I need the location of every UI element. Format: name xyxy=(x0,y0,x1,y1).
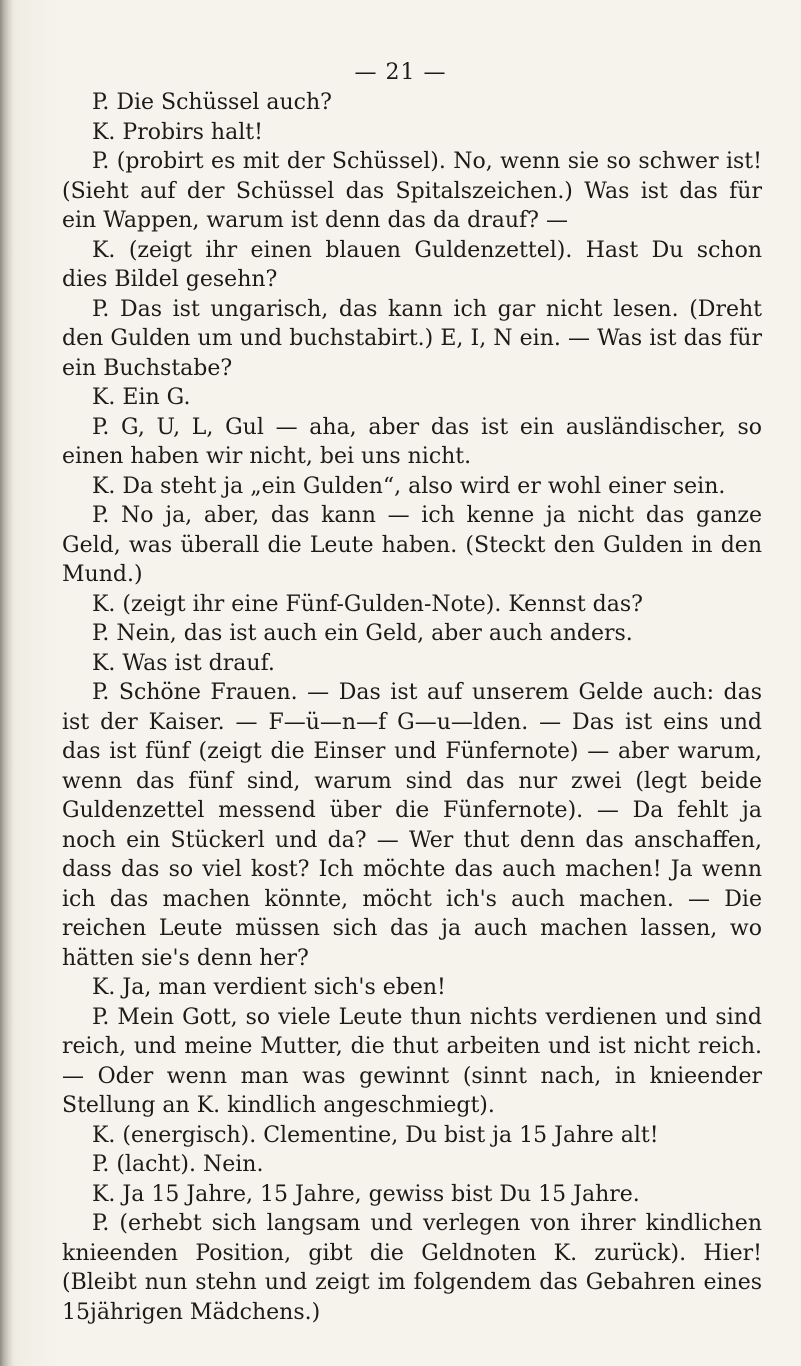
paragraph: K. Was ist drauf. xyxy=(92,650,275,676)
paragraph: P. Schöne Frauen. — Das ist auf unserem Gelde auch: das ist der Kaiser. — F—ü—n—f G—u—lden. — Das ist eins und das ist fünf (zeigt die Einser und Fünfernote) — aber warum, wenn das fünf sind, warum sind das nur zwei (legt beide Guldenzettel messend über die Fünfernote). — Da fehlt ja noch ein Stückerl und da? — Wer thut denn das anschaffen, dass das so viel kost? Ich möchte das auch machen! Ja wenn ich das machen könnte, möcht ich's auch machen. — Die reichen Leute müssen sich das ja auch machen lassen, wo hätten sie's denn her? xyxy=(62,680,762,971)
page-text xyxy=(62,88,762,1327)
paragraph: P. Nein, das ist auch ein Geld, aber auch anders. xyxy=(92,621,633,646)
paragraph: K. (zeigt ihr einen blauen Guldenzettel). Hast Du schon dies Bildel gesehn? xyxy=(62,237,762,292)
paragraph: K. Probirs halt! xyxy=(92,119,263,145)
paragraph: P. G, U, L, Gul — aha, aber das ist ein ausländischer, so einen haben wir nicht, bei uns nicht. xyxy=(62,414,762,469)
paragraph: P. Mein Gott, so viele Leute thun nichts verdienen und sind reich, und meine Mutter, die thut arbeiten und ist nicht reich. — Oder wenn man was gewinnt (sinnt nach, in knieender Stellung an K. kindlich angeschmiegt). xyxy=(62,1004,762,1118)
paragraph: P. Die Schüssel auch? xyxy=(92,90,332,115)
paragraph: P. (lacht). Nein. xyxy=(92,1152,264,1177)
page-number: — 21 — xyxy=(354,60,447,85)
page-binding-edge xyxy=(0,0,14,1366)
paragraph: P. No ja, aber, das kann — ich kenne ja nicht das ganze Geld, was überall die Leute haben. (Steckt den Gulden in den Mund.) xyxy=(62,503,762,587)
paragraph: K. Ja 15 Jahre, 15 Jahre, gewiss bist Du 15 Jahre. xyxy=(92,1181,640,1207)
paragraph: P. (erhebt sich langsam und verlegen von ihrer kindlichen knieenden Position, gibt die Geldnoten K. zurück). Hier! (Bleibt nun stehn und zeigt im folgendem das Gebahren eines 15jährigen Mädchens.) xyxy=(62,1211,762,1325)
paragraph: K. (energisch). Clementine, Du bist ja 15 Jahre alt! xyxy=(92,1122,659,1148)
paragraph: K. Ja, man verdient sich's eben! xyxy=(92,975,446,1000)
paragraph: K. Da steht ja „ein Gulden“, also wird er wohl einer sein. xyxy=(92,473,726,499)
paragraph: P. (probirt es mit der Schüssel). No, wenn sie so schwer ist! (Sieht auf der Schüssel das Spitalszeichen.) Was ist das für ein Wappen, warum ist denn das da drauf? — xyxy=(62,149,762,233)
paragraph: K. (zeigt ihr eine Fünf-Gulden-Note). Kennst das? xyxy=(92,591,643,617)
paragraph: P. Das ist ungarisch, das kann ich gar nicht lesen. (Dreht den Gulden um und buchstabirt.) E, I, N ein. — Was ist das für ein Buchstabe? xyxy=(62,296,762,381)
paragraph: K. Ein G. xyxy=(92,385,191,410)
